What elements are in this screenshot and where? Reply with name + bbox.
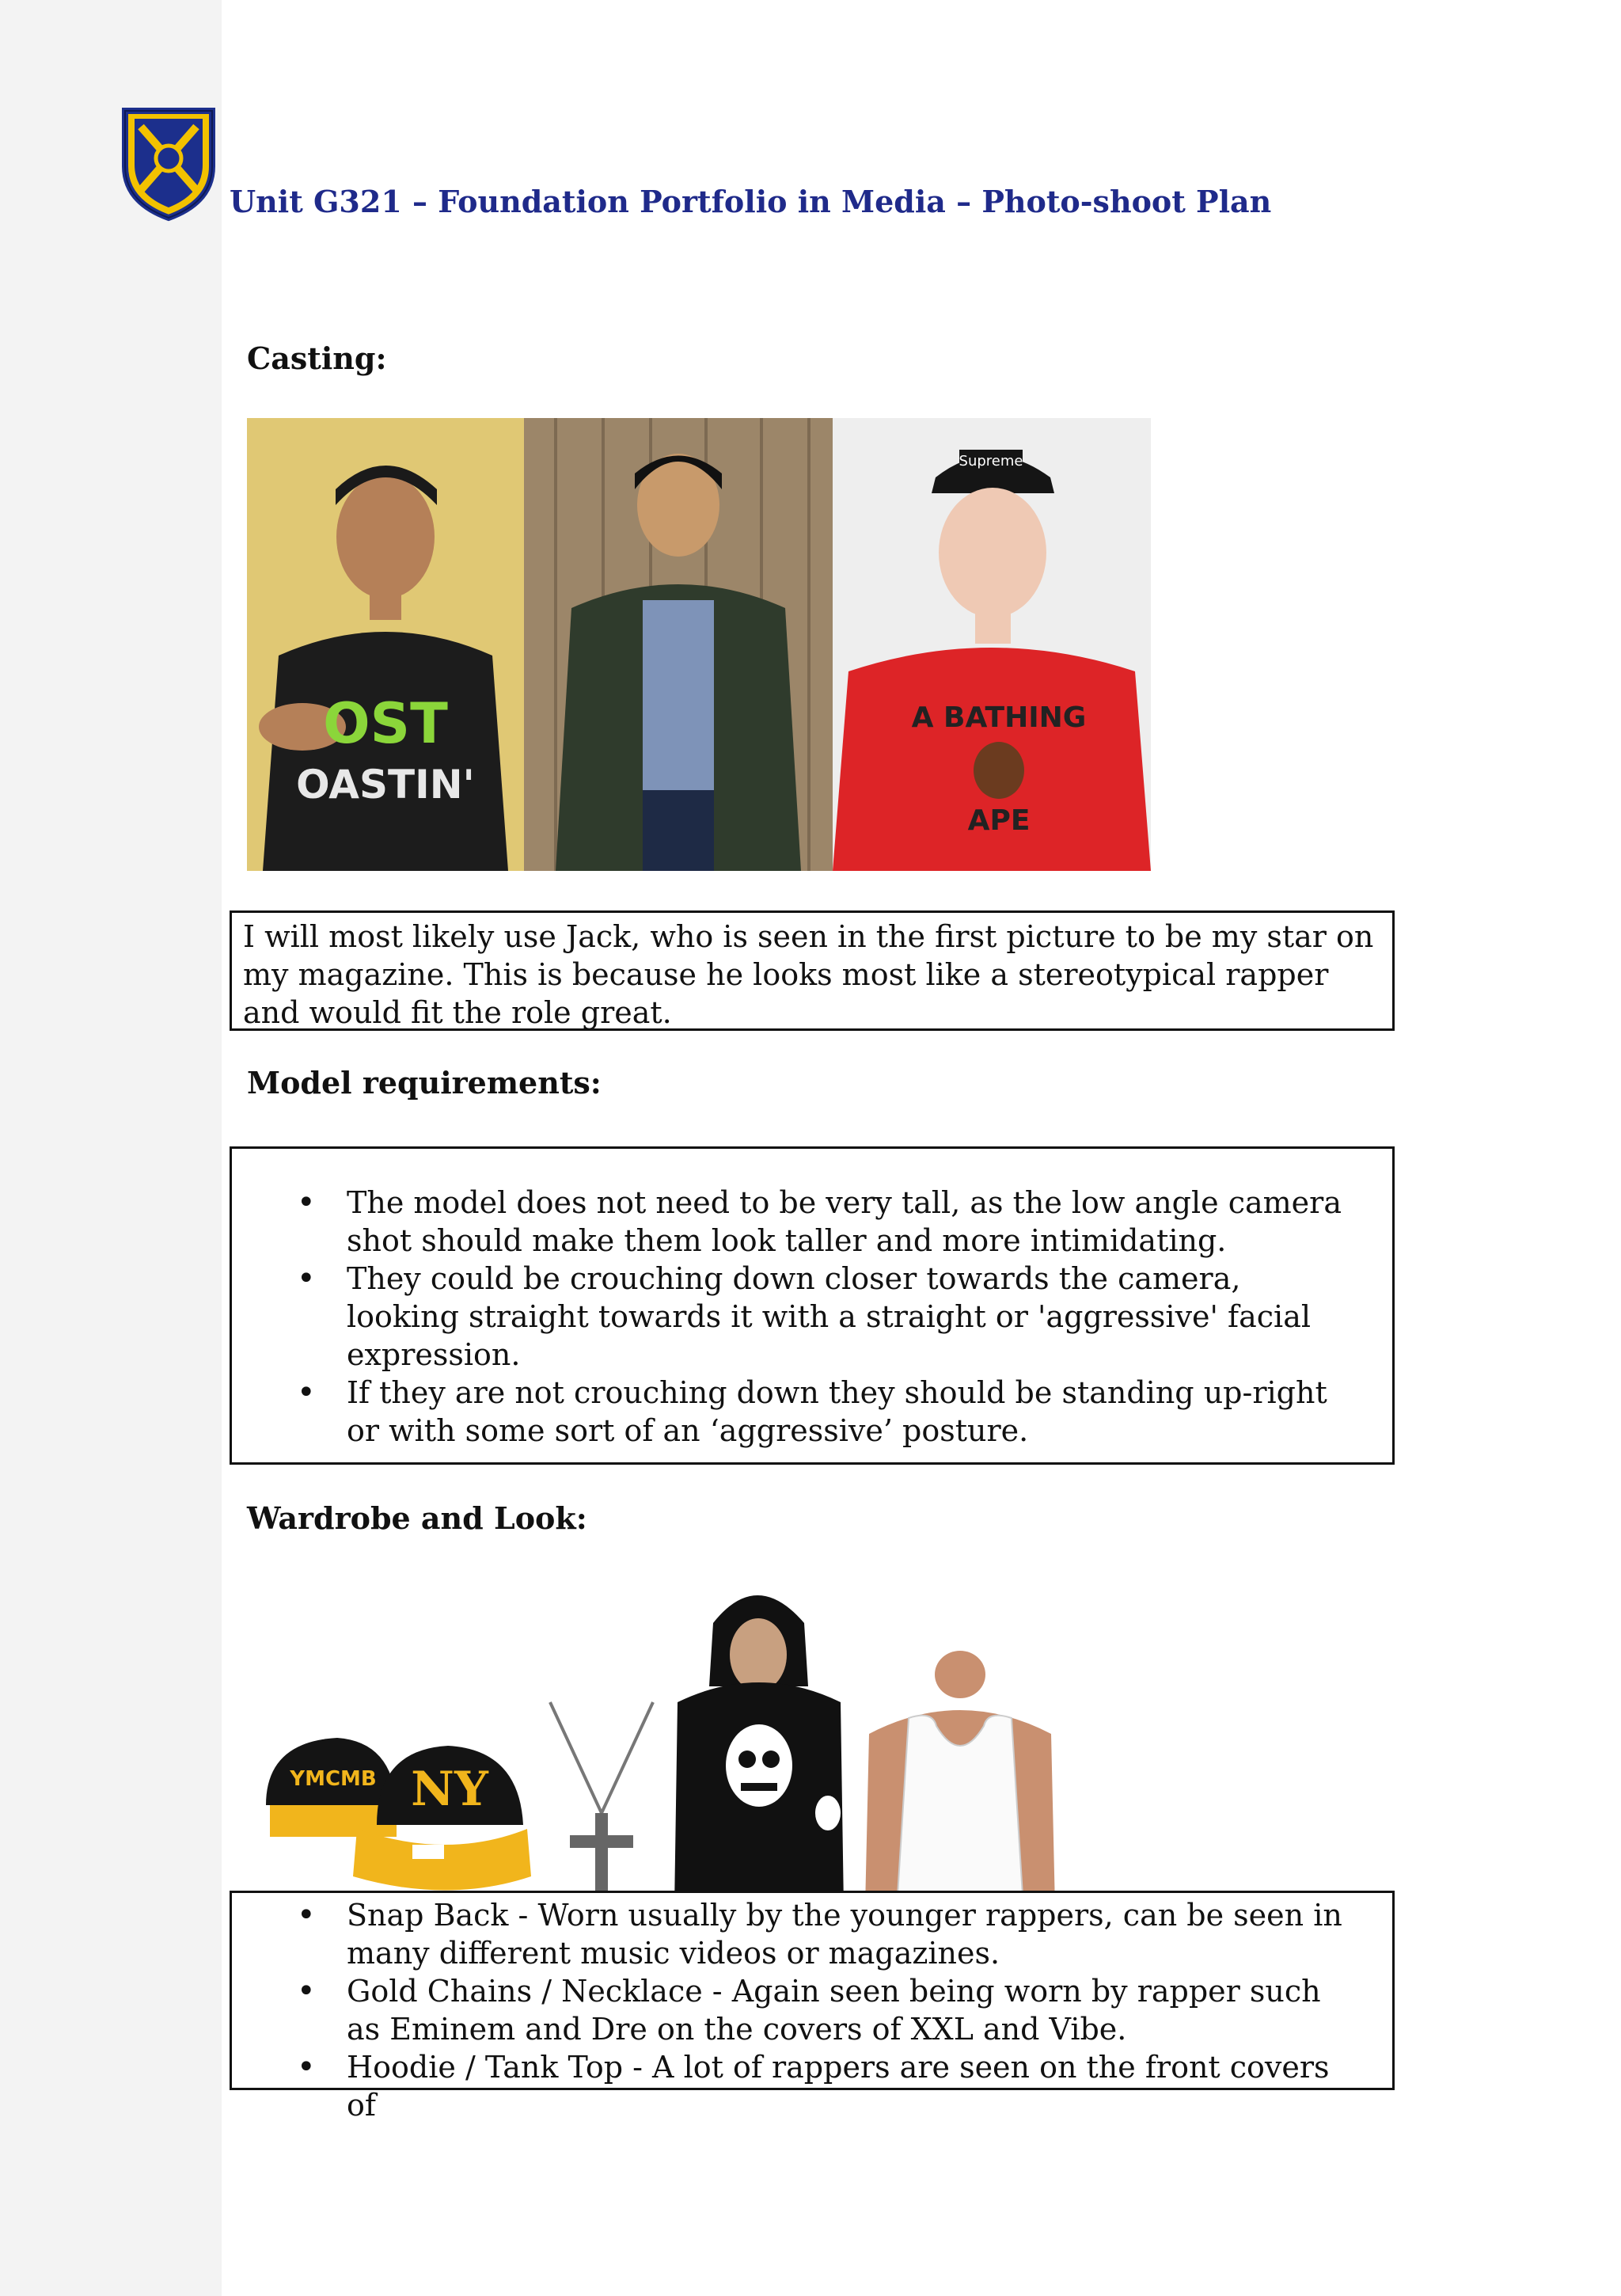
- list-item: • Gold Chains / Necklace - Again seen being worn by rapper such as Eminem and Dre on the covers of XXL and Vibe.: [232, 1972, 1361, 2048]
- wardrobe-list: [232, 1896, 1361, 2124]
- svg-text:A BATHING: A BATHING: [911, 701, 1087, 734]
- model-requirements-list: [232, 1184, 1361, 1450]
- model-photo-1: [247, 418, 524, 871]
- list-item: • Snap Back - Worn usually by the younger rappers, can be seen in many different music videos or magazines.: [232, 1896, 1361, 1972]
- wardrobe-box: [230, 1891, 1395, 2123]
- list-item: • If they are not crouching down they should be standing up-right or with some sort of an ‘aggressive’ posture.: [232, 1374, 1361, 1450]
- list-item: • They could be crouching down closer towards the camera, looking straight towards it with a straight or 'aggressive' facial expression.: [232, 1260, 1361, 1374]
- ny-label: NY: [411, 1762, 488, 1817]
- casting-note: I will most likely use Jack, who is seen in the first picture to be my star on my magazine. This is because he looks most like a stereotypical rapper and would fit the role great.: [243, 919, 1374, 1030]
- svg-text:OASTIN': OASTIN': [296, 762, 475, 808]
- list-item: • Hoodie / Tank Top - A lot of rappers are seen on the front covers of: [232, 2048, 1361, 2124]
- list-item: • The model does not need to be very tall, as the low angle camera shot should make them look taller and more intimidating.: [232, 1184, 1361, 1260]
- tank-top-image: [853, 1655, 1067, 1908]
- cross-necklace-image: [538, 1694, 665, 1904]
- model-requirements-heading: Model requirements:: [247, 1065, 602, 1100]
- wardrobe-heading: Wardrobe and Look:: [247, 1500, 587, 1536]
- hoodie-image: [670, 1576, 848, 1908]
- svg-text:Supreme: Supreme: [959, 453, 1023, 469]
- casting-note-box: [230, 910, 1395, 1031]
- school-crest-icon: [117, 103, 220, 222]
- svg-text:OST: OST: [323, 691, 448, 756]
- model-photo-3: [833, 418, 1151, 871]
- casting-heading: Casting:: [247, 340, 387, 376]
- model-photo-2: [524, 418, 833, 871]
- snapback-caps-image: [250, 1694, 537, 1904]
- page-title: Unit G321 – Foundation Portfolio in Media – Photo-shoot Plan: [230, 184, 1272, 219]
- ymcmb-label: YMCMB: [290, 1767, 377, 1791]
- svg-text:APE: APE: [967, 804, 1031, 837]
- model-requirements-box: [230, 1146, 1395, 1465]
